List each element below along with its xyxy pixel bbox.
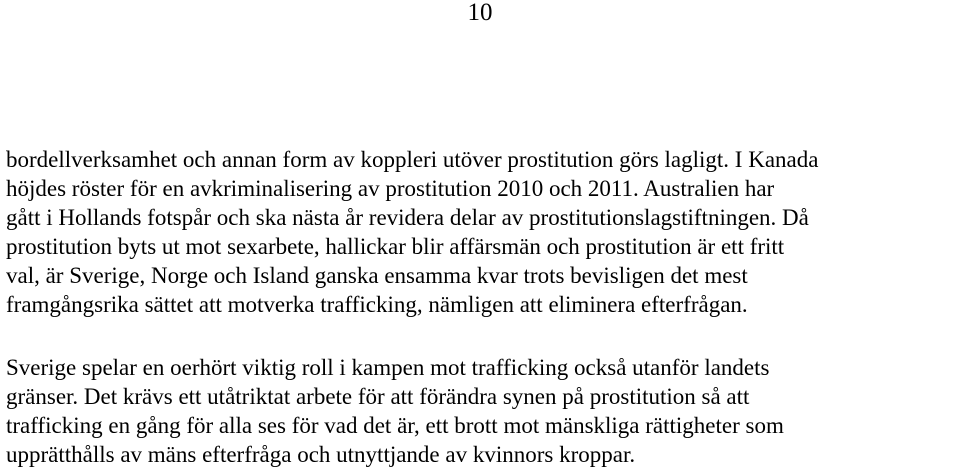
text-line: val, är Sverige, Norge och Island ganska ensamma kvar trots bevisligen det mest bbox=[6, 263, 748, 288]
paragraph-2 bbox=[6, 353, 956, 469]
paragraph-1 bbox=[6, 145, 956, 319]
text-line: framgångsrika sättet att motverka trafficking, nämligen att eliminera efterfrågan. bbox=[6, 292, 748, 317]
text-line: trafficking en gång för alla ses för vad det är, ett brott mot mänskliga rättigheter som bbox=[6, 413, 784, 438]
text-line: gränser. Det krävs ett utåtriktat arbete för att förändra synen på prostitution så att bbox=[6, 384, 750, 409]
text-line: prostitution byts ut mot sexarbete, hallickar blir affärsmän och prostitution är ett fritt bbox=[6, 234, 785, 259]
text-line: gått i Hollands fotspår och ska nästa år revidera delar av prostitutionslagstiftningen. Då bbox=[6, 205, 809, 230]
text-line: Sverige spelar en oerhört viktig roll i kampen mot trafficking också utanför landets bbox=[6, 355, 770, 380]
text-line: upprätthålls av mäns efterfråga och utnyttjande av kvinnors kroppar. bbox=[6, 442, 636, 467]
text-line: höjdes röster för en avkriminalisering av prostitution 2010 och 2011. Australien har bbox=[6, 176, 775, 201]
page-number: 10 bbox=[467, 0, 493, 26]
text-line: bordellverksamhet och annan form av koppleri utöver prostitution görs lagligt. I Kanada bbox=[6, 147, 819, 172]
